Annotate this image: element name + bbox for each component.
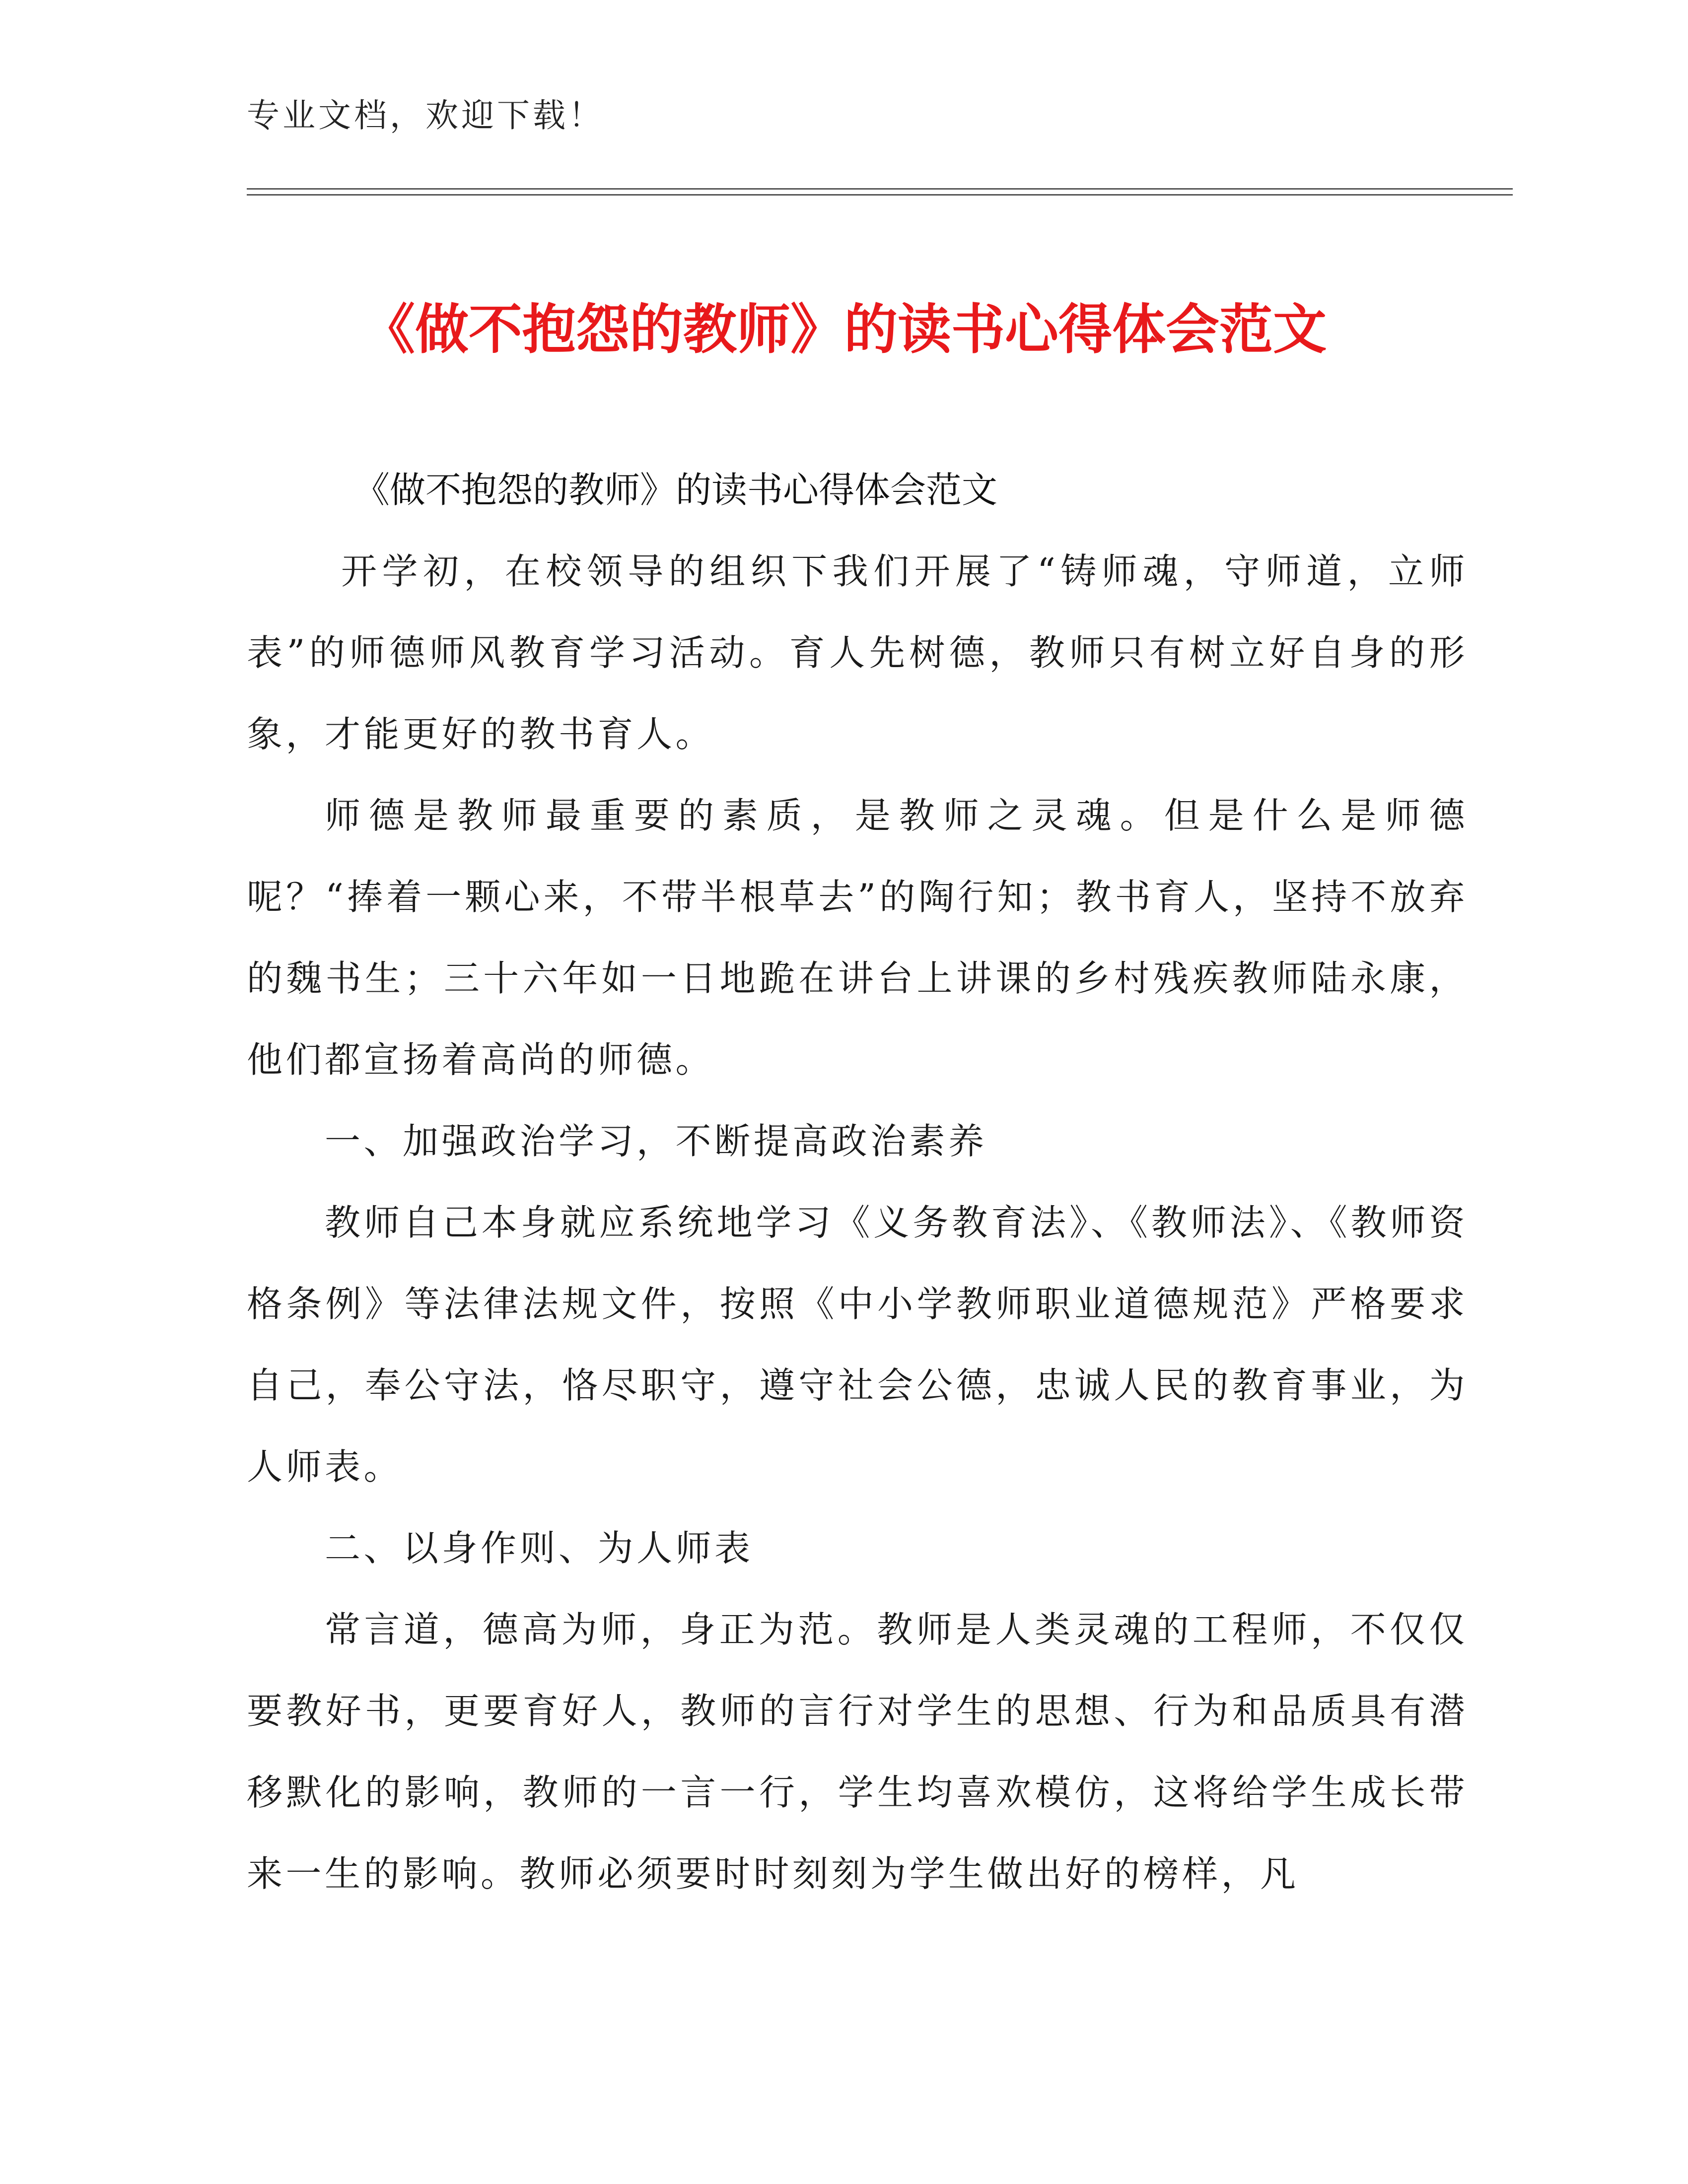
paragraph-role-model: 常言道，德高为师，身正为范。教师是人类灵魂的工程师，不仅仅要教好书，更要育好人，教师的言行对学生的思想、行为和品质具有潜移默化的影响，教师的一言一行，学生均喜欢模仿，这将给学生成长带来一生的影响。教师必须要时时刻刻为学生做出好的榜样，凡 (247, 1609, 1468, 1895)
section-heading-two: 二、以身作则、为人师表 (325, 1527, 754, 1569)
document-body (247, 449, 1468, 1914)
header-rule-bottom (247, 194, 1513, 196)
paragraph-teacher-ethics: 师德是教师最重要的素质，是教师之灵魂。但是什么是师德呢？“捧着一颗心来，不带半根草去”的陶行知；教书育人，坚持不放弃的魏书生；三十六年如一日地跪在讲台上讲课的乡村残疾教师陆永康，他们都宣扬着高尚的师德。 (247, 795, 1468, 1081)
document-subtitle: 《做不抱怨的教师》的读书心得体会范文 (354, 469, 998, 511)
paragraph-political-study: 教师自己本身就应系统地学习《义务教育法》、《教师法》、《教师资格条例》等法律法规文件，按照《中小学教师职业道德规范》严格要求自己，奉公守法，恪尽职守，遵守社会公德，忠诚人民的教育事业，为人师表。 (247, 1202, 1468, 1488)
document-title: 《做不抱怨的教师》的读书心得体会范文 (361, 299, 1327, 361)
paragraph-intro: 开学初，在校领导的组织下我们开展了“铸师魂，守师道，立师表”的师德师风教育学习活动。育人先树德，教师只有树立好自身的形象，才能更好的教书育人。 (247, 550, 1468, 755)
header-note: 专业文档，欢迎下载！ (247, 96, 604, 135)
header-rule-top (247, 188, 1513, 190)
section-heading-one: 一、加强政治学习，不断提高政治素养 (325, 1120, 987, 1162)
